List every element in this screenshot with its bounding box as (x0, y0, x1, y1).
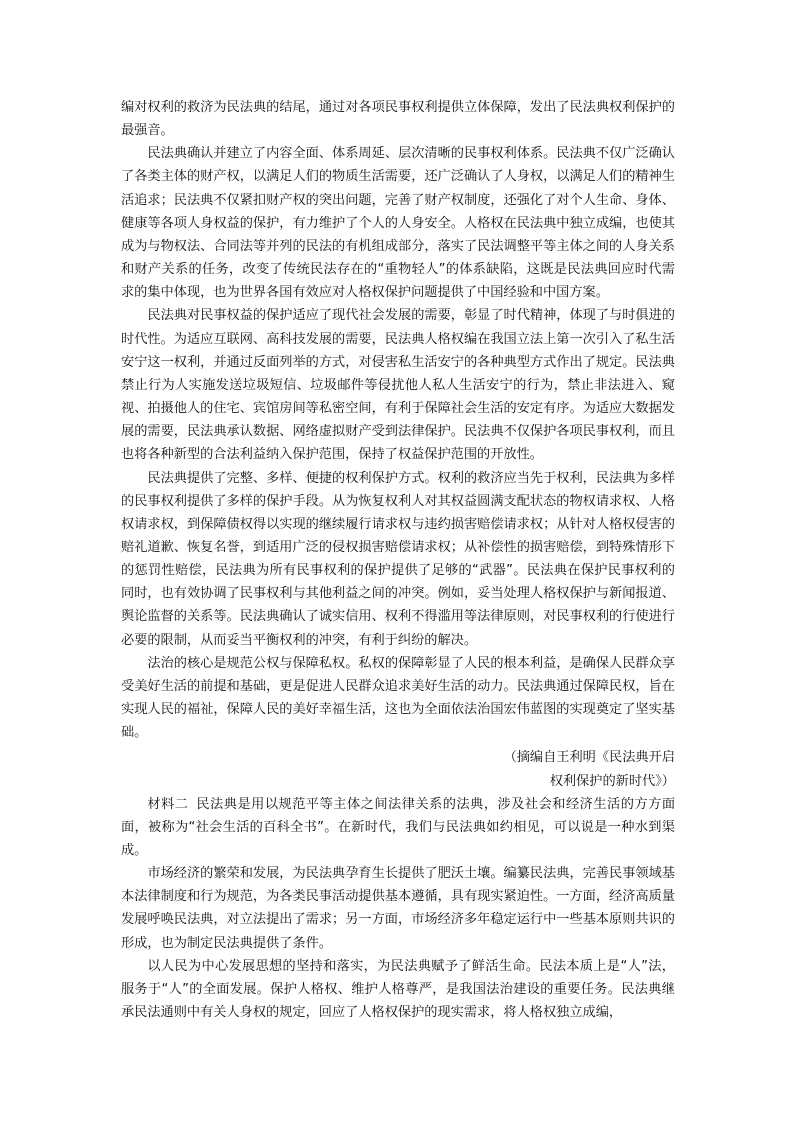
document-page (121, 96, 675, 1024)
paragraph-rights-system: 民法典确认并建立了内容全面、体系周延、层次清晰的民事权利体系。民法典不仅广泛确认了各类主体的财产权，以满足人们的物质生活需要，还广泛确认了人身权，以满足人们的精神生活追求；民法典不仅紧扣财产权的突出问题，完善了财产权制度，还强化了对个人生命、身体、健康等各项人身权益的保护，有力维护了个人的人身安全。人格权在民法典中独立成编，也使其成为与物权法、合同法等并列的民法的有机组成部分，落实了民法调整平等主体之间的人身关系和财产关系的任务，改变了传统民法存在的“重物轻人”的体系缺陷，这既是民法典回应时代需求的集中体现，也为世界各国有效应对人格权保护问题提供了中国经验和中国方案。 (121, 146, 675, 301)
material-two-text: 民法典是用以规范平等主体之间法律关系的法典，涉及社会和经济生活的方方面面，被称为“社会生活的百科全书”。在新时代，我们与民法典如约相见，可以说是一种水到渠成。 (121, 796, 676, 858)
material-two-label: 材料二 (147, 796, 189, 812)
paragraph-continuation: 编对权利的救济为民法典的结尾，通过对各项民事权利提供立体保障，发出了民法典权利保护的最强音。 (121, 100, 675, 139)
citation-line-2: 权利保护的新时代》） (549, 773, 675, 789)
paragraph-times: 民法典对民事权益的保护适应了现代社会发展的需要，彰显了时代精神，体现了与时俱进的时代性。为适应互联网、高科技发展的需要，民法典人格权编在我国立法上第一次引入了私生活安宁这一权利，并通过反面列举的方式，对侵害私生活安宁的各种典型方式作出了规定。民法典禁止行为人实施发送垃圾短信、垃圾邮件等侵扰他人私人生活安宁的行为，禁止非法进入、窥视、拍摄他人的住宅、宾馆房间等私密空间，有利于保障社会生活的安定有序。为适应大数据发展的需要，民法典承认数据、网络虚拟财产受到法律保护。民法典不仅保护各项民事权利，而且也将各种新型的合法利益纳入保护范围，保持了权益保护范围的开放性。 (121, 308, 675, 463)
source-citation (121, 746, 675, 792)
paragraph-rule-of-law: 法治的核心是规范公权与保障私权。私权的保障彰显了人民的根本利益，是确保人民群众享受美好生活的前提和基础，更是促进人民群众追求美好生活的动力。民法典通过保障民权，旨在实现人民的福祉，保障人民的美好幸福生活，这也为全面依法治国宏伟蓝图的实现奠定了坚实基础。 (121, 655, 675, 741)
paragraph-protection-methods: 民法典提供了完整、多样、便捷的权利保护方式。权利的救济应当先于权利，民法典为多样的民事权利提供了多样的保护手段。从为恢复权利人对其权益圆满支配状态的物权请求权、人格权请求权，到保障债权得以实现的继续履行请求权与违约损害赔偿请求权；从针对人格权侵害的赔礼道歉、恢复名誉，到适用广泛的侵权损害赔偿请求权；从补偿性的损害赔偿，到特殊情形下的惩罚性赔偿，民法典为所有民事权利的保护提供了足够的“武器”。民法典在保护民事权利的同时，也有效协调了民事权利与其他利益之间的冲突。例如，妥当处理人格权保护与新闻报道、舆论监督的关系等。民法典确认了诚实信用、权利不得滥用等法律原则，对民事权利的行使进行必要的限制，从而妥当平衡权利的冲突，有利于纠纷的解决。 (121, 470, 675, 648)
paragraph-people-centered: 以人民为中心发展思想的坚持和落实，为民法典赋予了鲜活生命。民法本质上是“人”法，服务于“人”的全面发展。保护人格权、维护人格尊严，是我国法治建设的重要任务。民法典继承民法通则中有关人身权的规定，回应了人格权保护的现实需求，将人格权独立成编， (121, 958, 675, 1021)
paragraph-material-two (121, 793, 675, 862)
paragraph-market-economy: 市场经济的繁荣和发展，为民法典孕育生长提供了肥沃土壤。编纂民法典，完善民事领域基本法律制度和行为规范，为各类民事活动提供基本遵循，具有现实紧迫性。一方面，经济高质量发展呼唤民法典，对立法提出了需求；另一方面，市场经济多年稳定运行中一些基本原则共识的形成，也为制定民法典提供了条件。 (121, 866, 675, 951)
citation-line-1: （摘编自王利明《民法典开启 (503, 750, 675, 766)
